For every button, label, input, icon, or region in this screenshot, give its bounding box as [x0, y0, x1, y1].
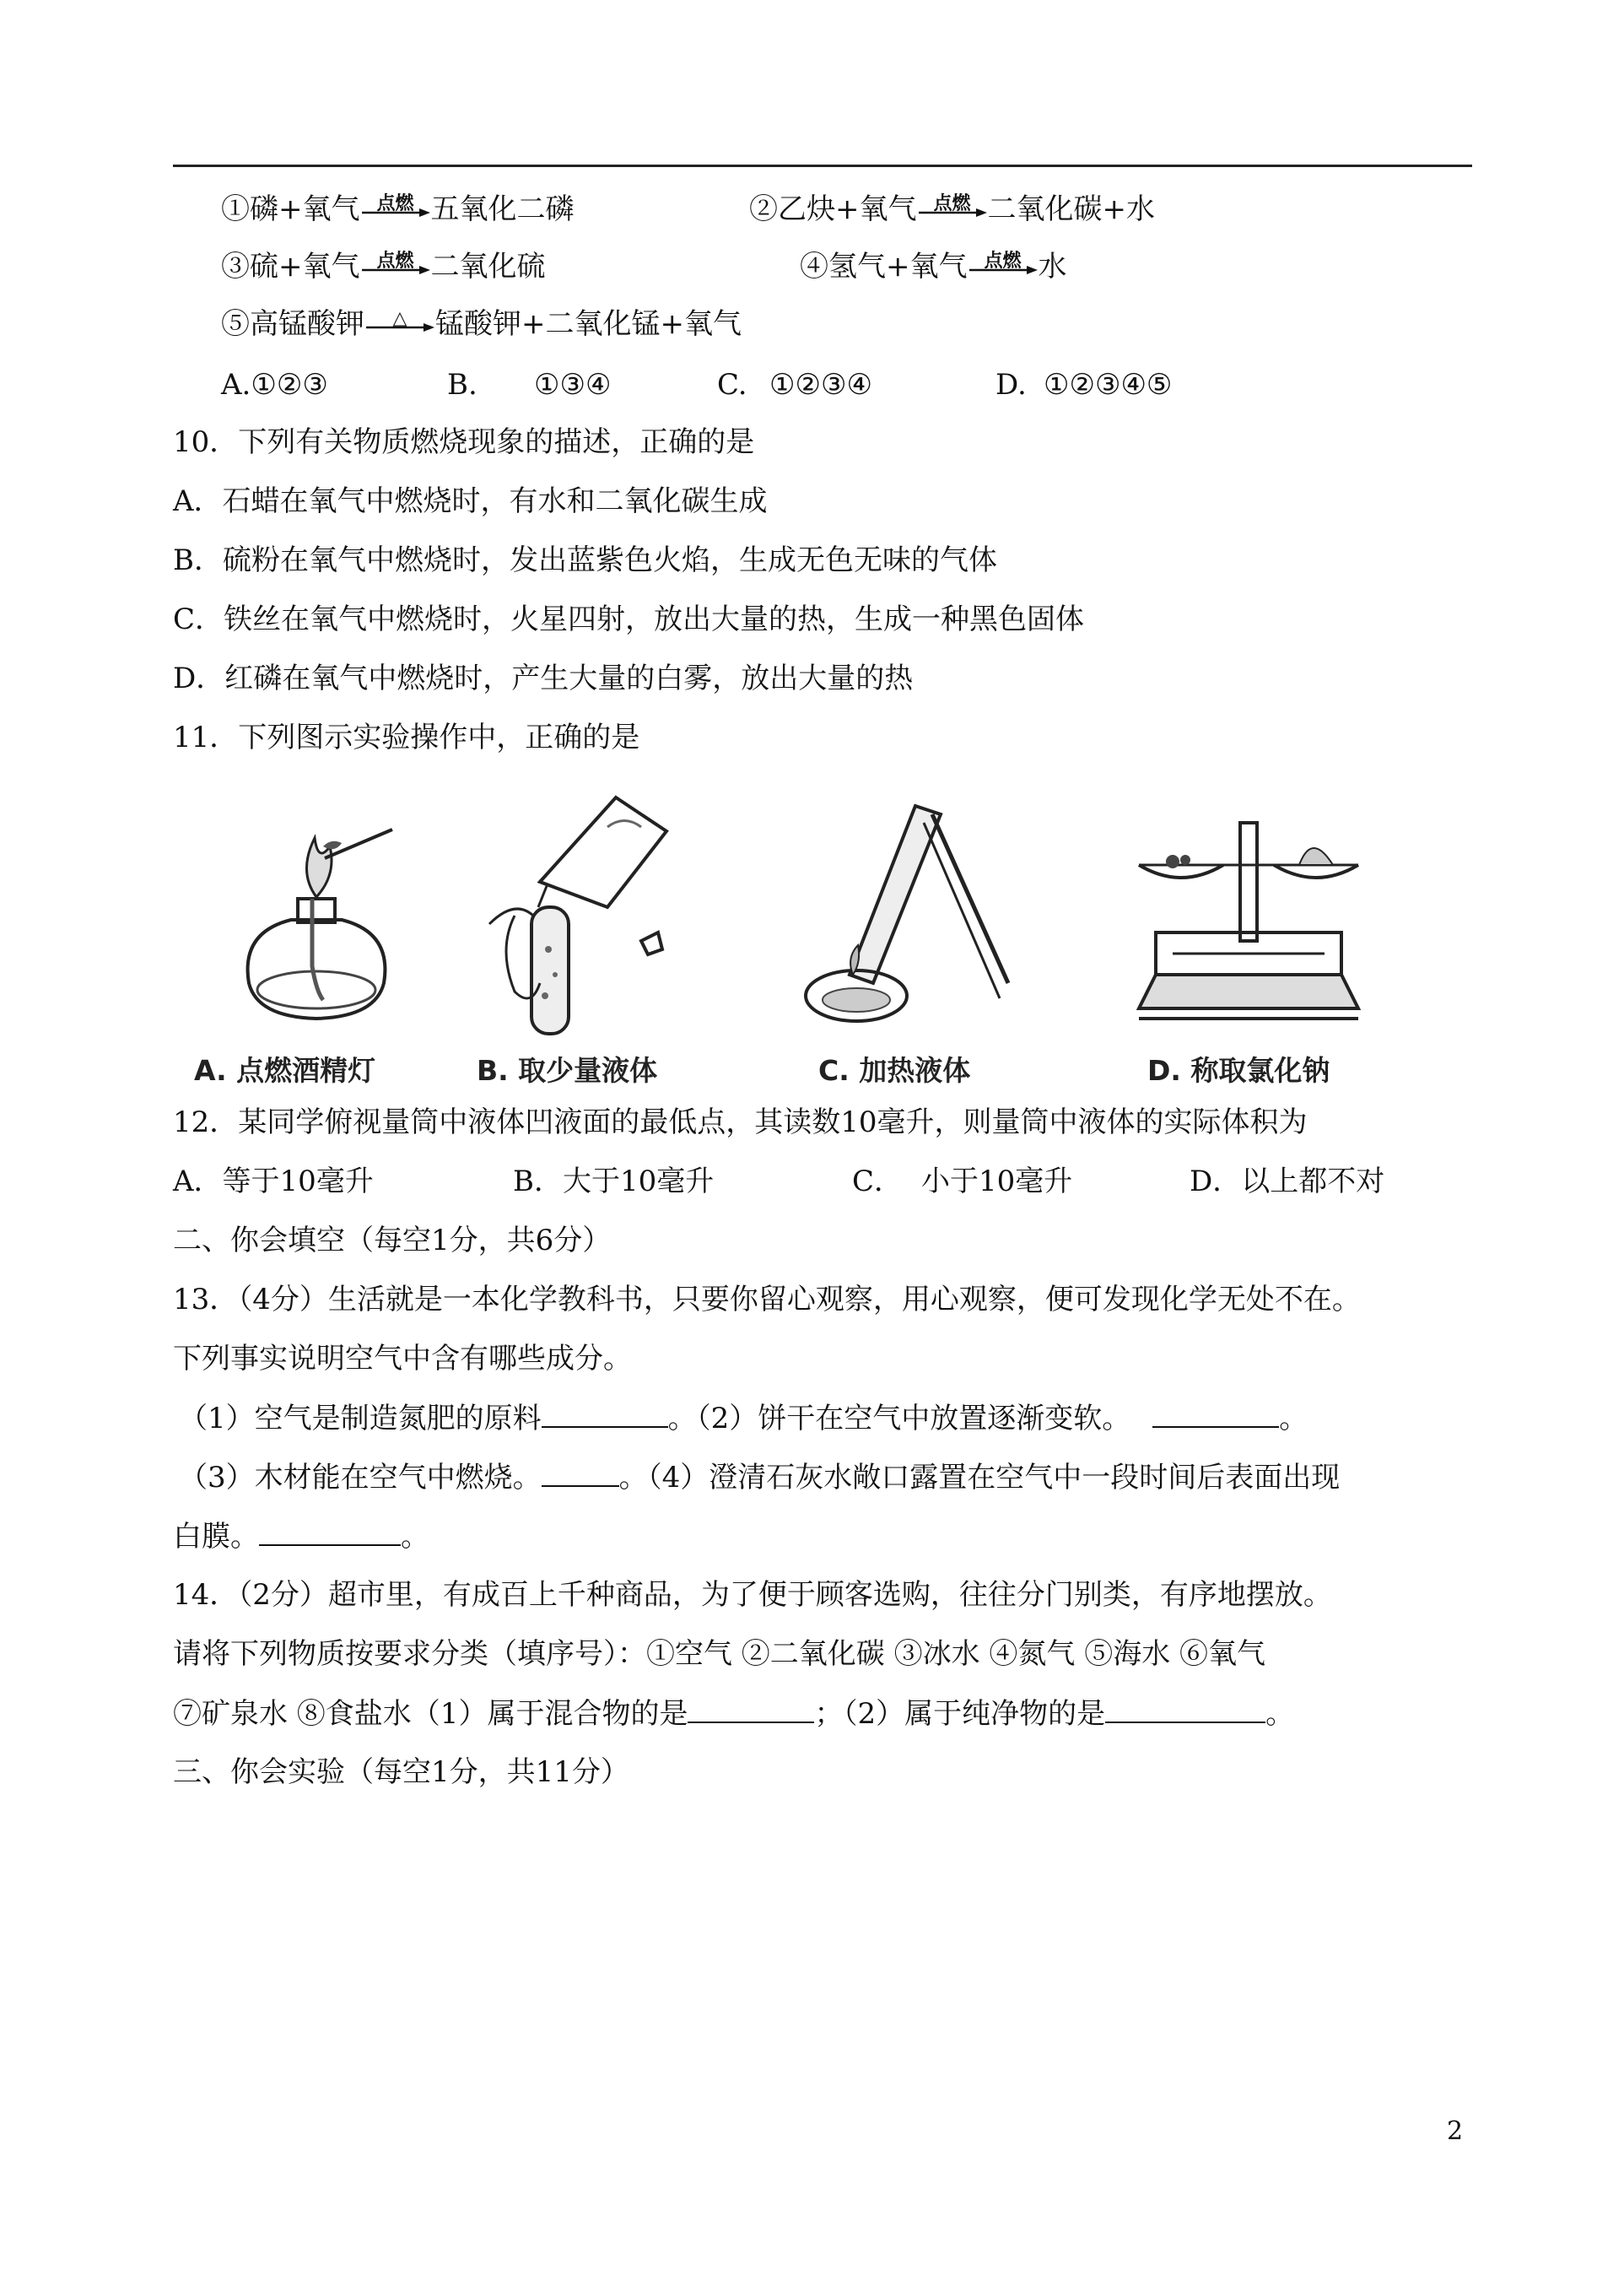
answer-blank[interactable]: [259, 1519, 401, 1546]
q13-line-5: 白膜。 。: [173, 1520, 429, 1554]
q14-line-3: ⑦矿泉水 ⑧食盐水（1）属于混合物的是 ；（2）属于纯净物的是 。: [173, 1697, 1295, 1731]
q9-option-b-letter: B.: [447, 368, 477, 402]
q10-option-d: D．红磷在氧气中燃烧时，产生大量的白雾，放出大量的热: [173, 662, 914, 695]
q12-option-b: B．大于10毫升: [513, 1165, 715, 1198]
reaction-2: ②乙炔+氧气 点燃 二氧化碳+水: [749, 192, 1155, 226]
q9-option-c-letter: C.: [717, 368, 747, 402]
q13-line-1: 13．（4分）生活就是一本化学教科书，只要你留心观察，用心观察，便可发现化学无处不在。: [173, 1283, 1361, 1316]
reaction-arrow: △: [364, 307, 435, 341]
reaction-arrow: 点燃: [917, 192, 988, 226]
q10-option-b: B．硫粉在氧气中燃烧时，发出蓝紫色火焰，生成无色无味的气体: [173, 543, 997, 577]
q13-line-3: （1）空气是制造氮肥的原料 。（2）饼干在空气中放置逐渐变软。 。: [179, 1402, 1308, 1435]
q9-option-c: ①②③④: [769, 368, 872, 402]
q12-options: [0, 1165, 1624, 1198]
balance-figure: [1122, 806, 1375, 1042]
reaction-arrow: 点燃: [360, 250, 431, 284]
q12-option-c-letter: C．: [852, 1165, 904, 1198]
q14-line-2: 请将下列物质按要求分类（填序号）：①空气 ②二氧化碳 ③冰水 ④氮气 ⑤海水 ⑥氧气: [173, 1637, 1266, 1671]
q14-line-1: 14．（2分）超市里，有成百上千种商品，为了便于顾客选购，往往分门别类，有序地摆放。: [173, 1578, 1332, 1612]
figure-label-a: A. 点燃酒精灯: [194, 1054, 376, 1087]
figure-label-c: C. 加热液体: [818, 1054, 971, 1087]
q9-options: [0, 368, 1624, 402]
q12-stem: 12．某同学俯视量筒中液体凹液面的最低点，其读数10毫升，则量筒中液体的实际体积为: [173, 1105, 1308, 1139]
section-3-heading: 三、你会实验（每空1分，共11分）: [173, 1755, 629, 1789]
page-number: 2: [1447, 2116, 1464, 2146]
answer-blank[interactable]: [542, 1401, 668, 1428]
q12-option-c: 小于10毫升: [921, 1165, 1073, 1198]
q9-option-d: ①②③④⑤: [1044, 368, 1173, 402]
q12-option-d: D．以上都不对: [1190, 1165, 1385, 1198]
q11-stem: 11．下列图示实验操作中，正确的是: [173, 721, 640, 754]
answer-blank[interactable]: [542, 1460, 619, 1487]
q13-line-4: （3）木材能在空气中燃烧。 。（4）澄清石灰水敞口露置在空气中一段时间后表面出现: [179, 1461, 1341, 1495]
header-rule: [173, 165, 1472, 167]
reaction-4: ④氢气+氧气 点燃 水: [800, 250, 1067, 284]
take-liquid-figure: [481, 781, 683, 1042]
q13-line-2: 下列事实说明空气中含有哪些成分。: [173, 1342, 632, 1376]
reaction-3: ③硫+氧气 点燃 二氧化硫: [221, 250, 546, 284]
section-2-heading: 二、你会填空（每空1分，共6分）: [173, 1224, 612, 1257]
figure-label-b: B. 取少量液体: [477, 1054, 658, 1087]
lab-operation-figures: [190, 781, 1379, 1087]
q9-option-b: ①③④: [534, 368, 612, 402]
answer-blank[interactable]: [688, 1696, 814, 1723]
alcohol-lamp-figure: [224, 797, 418, 1042]
heat-liquid-figure: [797, 789, 1025, 1042]
q10-stem: 10．下列有关物质燃烧现象的描述，正确的是: [173, 425, 755, 459]
reaction-1: ①磷+氧气 点燃 五氧化二磷: [221, 192, 575, 226]
q9-option-d-letter: D.: [995, 368, 1027, 402]
reaction-arrow: 点燃: [968, 250, 1039, 284]
answer-blank[interactable]: [1152, 1401, 1279, 1428]
reaction-5: ⑤高锰酸钾 △ 锰酸钾+二氧化锰+氧气: [221, 307, 742, 341]
answer-blank[interactable]: [1105, 1696, 1265, 1723]
q10-option-a: A．石蜡在氧气中燃烧时，有水和二氧化碳生成: [173, 484, 768, 518]
q12-option-a: A．等于10毫升: [173, 1165, 374, 1198]
q9-option-a: A.①②③: [221, 368, 328, 402]
q10-option-c: C．铁丝在氧气中燃烧时，火星四射，放出大量的热，生成一种黑色固体: [173, 603, 1085, 636]
reaction-arrow: 点燃: [360, 192, 431, 226]
figure-label-d: D. 称取氯化钠: [1147, 1054, 1330, 1087]
